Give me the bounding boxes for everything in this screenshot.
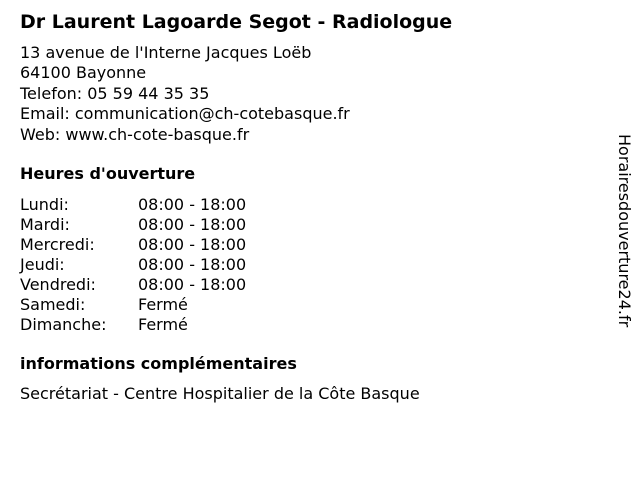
- hours-row-mardi: [20, 215, 246, 235]
- opening-hours-table: [20, 195, 246, 335]
- watermark: [613, 134, 635, 370]
- day-hours: Fermé: [138, 295, 188, 314]
- day-label: Samedi:: [20, 295, 86, 314]
- watermark-text: Horairesdouverture24.fr: [615, 134, 634, 328]
- day-label: Jeudi:: [20, 255, 65, 274]
- opening-hours-heading: Heures d'ouverture: [20, 164, 196, 183]
- postal-city: 64100 Bayonne: [20, 63, 147, 83]
- phone-number: Telefon: 05 59 44 35 35: [20, 83, 210, 103]
- hours-row-jeudi: [20, 255, 246, 275]
- street-address: 13 avenue de l'Interne Jacques Loëb: [20, 43, 312, 62]
- day-label: Dimanche:: [20, 315, 107, 334]
- additional-info-heading: informations complémentaires: [20, 354, 297, 373]
- website-url: Web: www.ch-cote-basque.fr: [20, 124, 250, 144]
- day-label: Mercredi:: [20, 235, 95, 254]
- additional-info-text: Secrétariat - Centre Hospitalier de la Côte Basque: [20, 384, 420, 403]
- day-label: Vendredi:: [20, 275, 96, 294]
- day-hours: 08:00 - 18:00: [138, 235, 247, 254]
- day-hours: 08:00 - 18:00: [138, 255, 247, 274]
- day-label: Lundi:: [20, 195, 69, 214]
- hours-row-vendredi: [20, 275, 246, 295]
- email-address: Email: communication@ch-cotebasque.fr: [20, 104, 350, 124]
- contact-block: [20, 43, 350, 145]
- day-hours: 08:00 - 18:00: [138, 215, 247, 234]
- day-hours: 08:00 - 18:00: [138, 275, 247, 294]
- day-hours: Fermé: [138, 315, 188, 334]
- page-title: Dr Laurent Lagoarde Segot - Radiologue: [20, 11, 453, 33]
- hours-row-mercredi: [20, 235, 246, 255]
- day-label: Mardi:: [20, 215, 70, 234]
- hours-row-dimanche: [20, 315, 246, 335]
- day-hours: 08:00 - 18:00: [138, 195, 247, 214]
- hours-row-lundi: [20, 195, 246, 215]
- hours-row-samedi: [20, 295, 246, 315]
